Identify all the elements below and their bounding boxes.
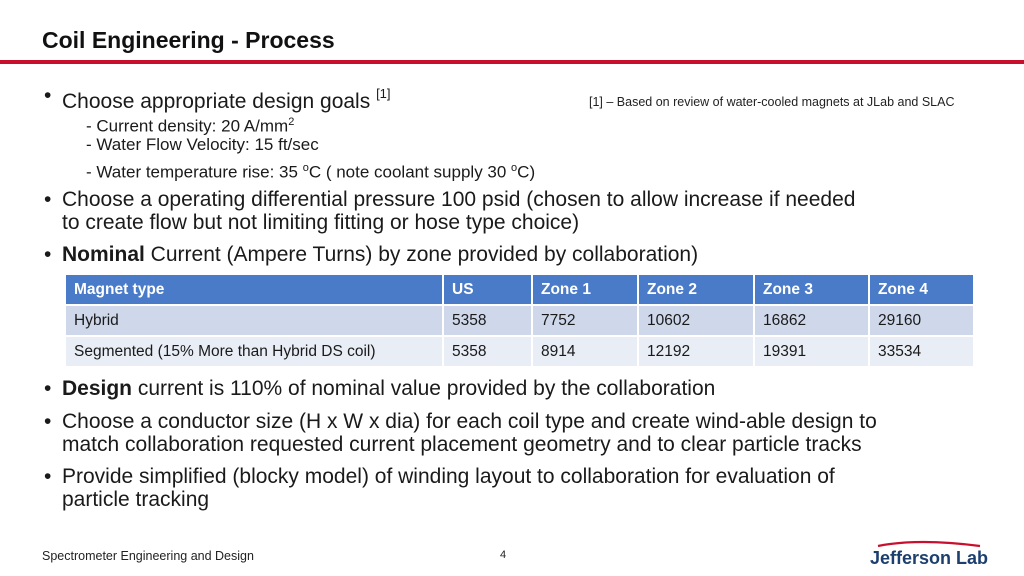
column-header: Magnet type bbox=[65, 274, 443, 305]
current-by-zone-table bbox=[64, 273, 975, 368]
superscript: 2 bbox=[288, 116, 295, 128]
logo-swoosh bbox=[878, 542, 980, 546]
table-cell: 16862 bbox=[754, 305, 869, 336]
table-cell: 12192 bbox=[638, 336, 754, 367]
bullet-dot: • bbox=[44, 243, 52, 266]
title-divider bbox=[0, 60, 1024, 64]
bullet-line: Choose a conductor size (H x W x dia) for each coil type and create wind-able design to bbox=[62, 410, 877, 433]
table-cell: 8914 bbox=[532, 336, 638, 367]
superscript: o bbox=[511, 162, 518, 174]
table-cell: Hybrid bbox=[65, 305, 443, 336]
bullet-bold-term: Nominal bbox=[62, 243, 145, 266]
bullet-dot: • bbox=[44, 377, 52, 400]
bullet-text: Choose appropriate design goals bbox=[62, 90, 371, 113]
sub-item-flow-velocity: - Water Flow Velocity: 15 ft/sec bbox=[86, 135, 319, 154]
bullet-dot: • bbox=[44, 188, 52, 211]
bullet-line: particle tracking bbox=[62, 488, 210, 511]
sub-item-text: Water Flow Velocity: 15 ft/sec bbox=[96, 135, 319, 154]
sub-item-temperature-rise: - Water temperature rise: 35 $^o$C ( note coolant supply 30 $^o$C) bbox=[86, 162, 536, 182]
bullet-line: Choose a operating differential pressure 100 psid (chosen to allow increase if needed bbox=[62, 188, 856, 211]
bullet-dot: • bbox=[44, 465, 52, 488]
column-header: Zone 3 bbox=[754, 274, 869, 305]
column-header: Zone 2 bbox=[638, 274, 754, 305]
footer-text: Spectrometer Engineering and Design bbox=[42, 549, 254, 563]
column-header: Zone 4 bbox=[869, 274, 974, 305]
bullet-text: Current (Ampere Turns) by zone provided by collaboration) bbox=[144, 243, 699, 266]
bullet-dot: • bbox=[44, 410, 52, 433]
page-number: 4 bbox=[500, 549, 507, 561]
footnote: [1] – Based on review of water-cooled magnets at JLab and SLAC bbox=[589, 95, 955, 109]
sub-item-text: C ( note coolant supply 30 bbox=[308, 162, 512, 182]
table-row bbox=[65, 305, 974, 336]
column-header: US bbox=[443, 274, 532, 305]
superscript: o bbox=[302, 162, 309, 174]
table-cell: 5358 bbox=[443, 305, 532, 336]
sub-item-text: Current density: 20 A/mm bbox=[96, 116, 289, 136]
slide-title: Coil Engineering - Process bbox=[42, 27, 335, 53]
column-header: Zone 1 bbox=[532, 274, 638, 305]
table-cell: 7752 bbox=[532, 305, 638, 336]
bullet-line: match collaboration requested current placement geometry and to clear particle tracks bbox=[62, 433, 862, 456]
sub-item-text: C) bbox=[517, 162, 536, 182]
bullet-bold-term: Design bbox=[62, 377, 133, 400]
footnote-ref: [1] bbox=[376, 86, 391, 101]
logo-text: Jefferson Lab bbox=[870, 548, 988, 568]
table-cell: Segmented (15% More than Hybrid DS coil) bbox=[65, 336, 443, 367]
sub-item-text: Water temperature rise: 35 bbox=[96, 162, 303, 182]
table-cell: 29160 bbox=[869, 305, 974, 336]
jefferson-lab-logo bbox=[868, 540, 988, 568]
sub-item-current-density: - Current density: 20 $A/mm^2$ bbox=[86, 116, 295, 136]
bullet-text: current is 110% of nominal value provided by the collaboration bbox=[132, 377, 716, 400]
table-cell: 33534 bbox=[869, 336, 974, 367]
bullet-dot: • bbox=[44, 84, 52, 107]
table-cell: 5358 bbox=[443, 336, 532, 367]
table-cell: 19391 bbox=[754, 336, 869, 367]
table-header-row bbox=[65, 274, 974, 305]
bullet-line: Provide simplified (blocky model) of winding layout to collaboration for evaluation of bbox=[62, 465, 835, 488]
bullet-line: to create flow but not limiting fitting or hose type choice) bbox=[62, 211, 580, 234]
table-row bbox=[65, 336, 974, 367]
table-cell: 10602 bbox=[638, 305, 754, 336]
